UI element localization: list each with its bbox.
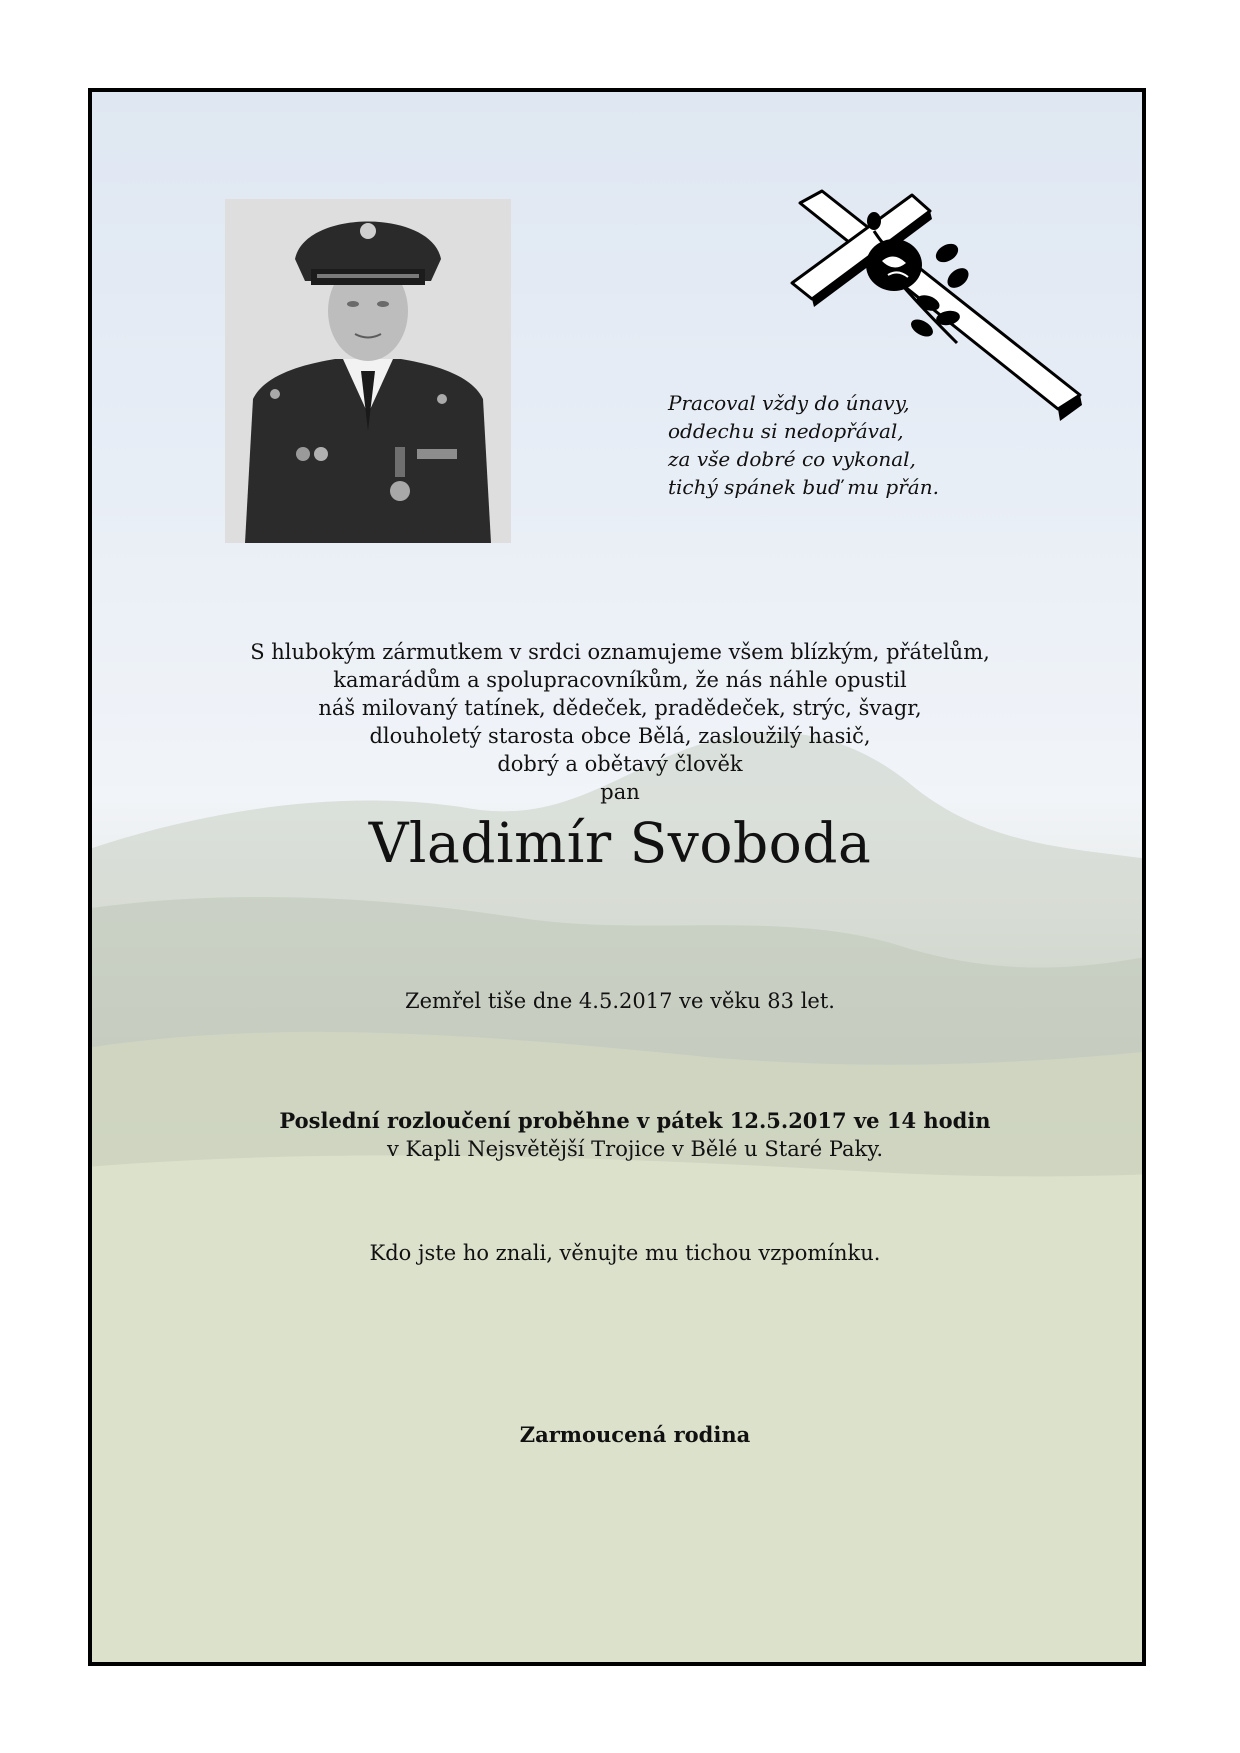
family-signature: Zarmoucená rodina	[519, 1422, 751, 1447]
death-date-line: Zemřel tiše dne 4.5.2017 ve věku 83 let.	[405, 989, 835, 1013]
announcement-line: dobrý a obětavý člověk	[497, 752, 743, 776]
announcement-line: dlouholetý starosta obce Bělá, zasloužilý hasič,	[369, 724, 871, 748]
poem-line: tichý spánek buď mu přán.	[668, 475, 939, 499]
portrait-illustration	[225, 199, 511, 543]
announcement-line: pan	[600, 780, 640, 804]
poem-line: oddechu si nedopřával,	[668, 419, 904, 443]
announcement-text	[130, 638, 1110, 806]
poem-line: Pracoval vždy do únavy,	[668, 391, 910, 415]
funeral-heading: Poslední rozloučení proběhne v pátek 12.5.2017 ve 14 hodin	[279, 1108, 991, 1133]
deceased-name: Vladimír Svoboda	[368, 811, 872, 875]
announcement-line: kamarádům a spolupracovníkům, že nás náhle opustil	[333, 668, 907, 692]
announcement-line: náš milovaný tatínek, dědeček, pradědeček, strýc, švagr,	[318, 696, 922, 720]
remembrance-line: Kdo jste ho znali, věnujte mu tichou vzpomínku.	[369, 1241, 881, 1265]
memorial-poem	[668, 389, 939, 501]
announcement-line: S hlubokým zármutkem v srdci oznamujeme všem blízkým, přátelům,	[250, 640, 990, 664]
poem-line: za vše dobré co vykonal,	[668, 447, 916, 471]
portrait-photo	[225, 199, 511, 543]
funeral-place: v Kapli Nejsvětější Trojice v Bělé u Staré Paky.	[386, 1137, 884, 1161]
funeral-info	[130, 1107, 1140, 1163]
